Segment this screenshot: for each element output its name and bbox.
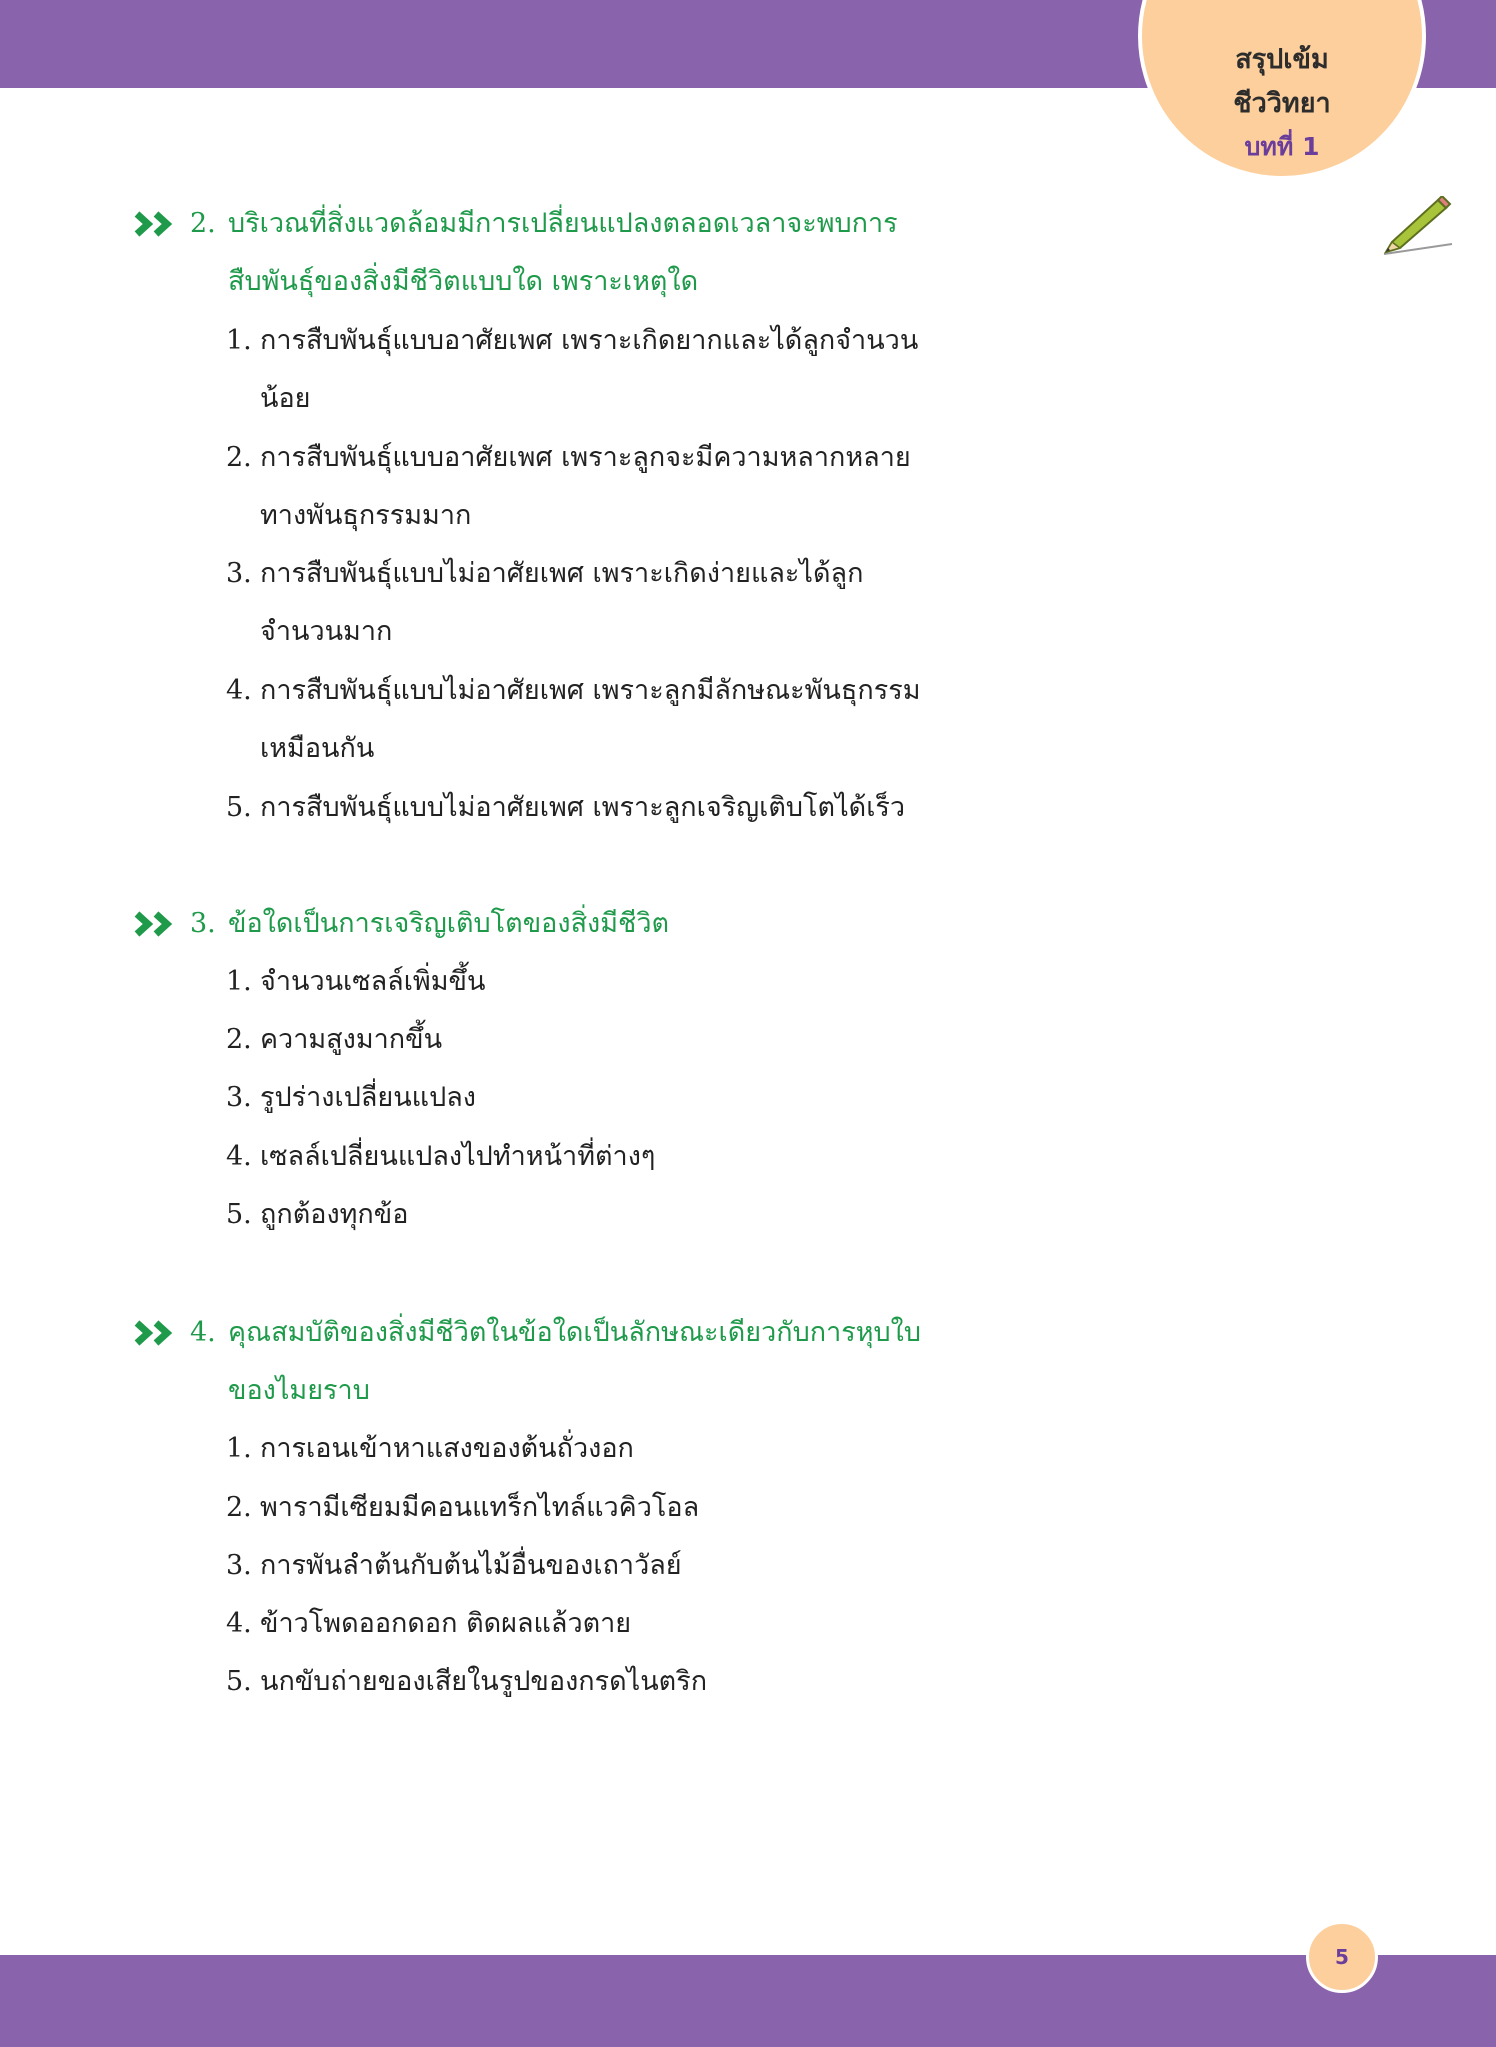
option-number: 4. bbox=[226, 675, 252, 706]
option-text: จำนวนเซลล์เพิ่มขึ้น bbox=[260, 966, 486, 997]
option-number: 1. bbox=[226, 1433, 252, 1464]
option-text: การเอนเข้าหาแสงของต้นถั่วงอก bbox=[260, 1433, 634, 1464]
option-text: รูปร่างเปลี่ยนแปลง bbox=[260, 1082, 476, 1113]
option-text: พารามีเซียมมีคอนแทร็กไทล์แวคิวโอล bbox=[260, 1492, 700, 1523]
option-text: ทางพันธุกรรมมาก bbox=[260, 500, 472, 531]
question-number: 2. bbox=[190, 208, 216, 239]
question-text-line: คุณสมบัติของสิ่งมีชีวิตในข้อใดเป็นลักษณะเดียวกับการหุบใบ bbox=[228, 1317, 921, 1348]
option-text: การพันลำต้นกับต้นไม้อื่นของเถาวัลย์ bbox=[260, 1550, 682, 1581]
option-text: การสืบพันธุ์แบบอาศัยเพศ เพราะลูกจะมีความหลากหลาย bbox=[260, 442, 911, 473]
double-chevron-icon bbox=[134, 211, 176, 237]
question-text-line: สืบพันธุ์ของสิ่งมีชีวิตแบบใด เพราะเหตุใด bbox=[228, 266, 699, 297]
option-text: ถูกต้องทุกข้อ bbox=[260, 1199, 409, 1230]
pencil-icon bbox=[1380, 196, 1454, 260]
double-chevron-icon bbox=[134, 911, 176, 937]
page-number: 5 bbox=[1306, 1921, 1378, 1993]
badge-subject: ชีววิทยา bbox=[1233, 88, 1331, 119]
option-text: การสืบพันธุ์แบบอาศัยเพศ เพราะเกิดยากและได้ลูกจำนวน bbox=[260, 325, 919, 356]
option-number: 5. bbox=[226, 792, 252, 823]
option-text: การสืบพันธุ์แบบไม่อาศัยเพศ เพราะเกิดง่ายและได้ลูก bbox=[260, 558, 864, 589]
option-number: 3. bbox=[226, 1082, 252, 1113]
badge-chapter: บทที่ 1 bbox=[1244, 132, 1320, 161]
option-number: 2. bbox=[226, 1024, 252, 1055]
option-number: 3. bbox=[226, 1550, 252, 1581]
option-text: เหมือนกัน bbox=[260, 733, 375, 764]
question-text-line: บริเวณที่สิ่งแวดล้อมมีการเปลี่ยนแปลงตลอดเวลาจะพบการ bbox=[228, 208, 898, 239]
option-text: นกขับถ่ายของเสียในรูปของกรดไนตริก bbox=[260, 1666, 708, 1697]
option-text: ความสูงมากขึ้น bbox=[260, 1024, 443, 1055]
option-text: เซลล์เปลี่ยนแปลงไปทำหน้าที่ต่างๆ bbox=[260, 1141, 656, 1172]
question-number: 4. bbox=[190, 1317, 216, 1348]
question-text-line: ข้อใดเป็นการเจริญเติบโตของสิ่งมีชีวิต bbox=[228, 908, 670, 939]
option-text: ข้าวโพดออกดอก ติดผลแล้วตาย bbox=[260, 1608, 632, 1639]
option-text: น้อย bbox=[260, 383, 311, 414]
badge-title: สรุปเข้ม bbox=[1235, 44, 1329, 75]
footer-bar bbox=[0, 1955, 1496, 2047]
chapter-badge-text bbox=[1138, 38, 1426, 168]
option-number: 1. bbox=[226, 325, 252, 356]
question-text-line: ของไมยราบ bbox=[228, 1375, 370, 1406]
option-text: การสืบพันธุ์แบบไม่อาศัยเพศ เพราะลูกเจริญเติบโตได้เร็ว bbox=[260, 792, 906, 823]
option-number: 2. bbox=[226, 1492, 252, 1523]
question-number: 3. bbox=[190, 908, 216, 939]
double-chevron-icon bbox=[134, 1320, 176, 1346]
option-text: การสืบพันธุ์แบบไม่อาศัยเพศ เพราะลูกมีลักษณะพันธุกรรม bbox=[260, 675, 921, 706]
option-number: 4. bbox=[226, 1141, 252, 1172]
option-number: 3. bbox=[226, 558, 252, 589]
option-number: 5. bbox=[226, 1666, 252, 1697]
option-number: 5. bbox=[226, 1199, 252, 1230]
option-text: จำนวนมาก bbox=[260, 616, 393, 647]
option-number: 4. bbox=[226, 1608, 252, 1639]
option-number: 2. bbox=[226, 442, 252, 473]
option-number: 1. bbox=[226, 966, 252, 997]
